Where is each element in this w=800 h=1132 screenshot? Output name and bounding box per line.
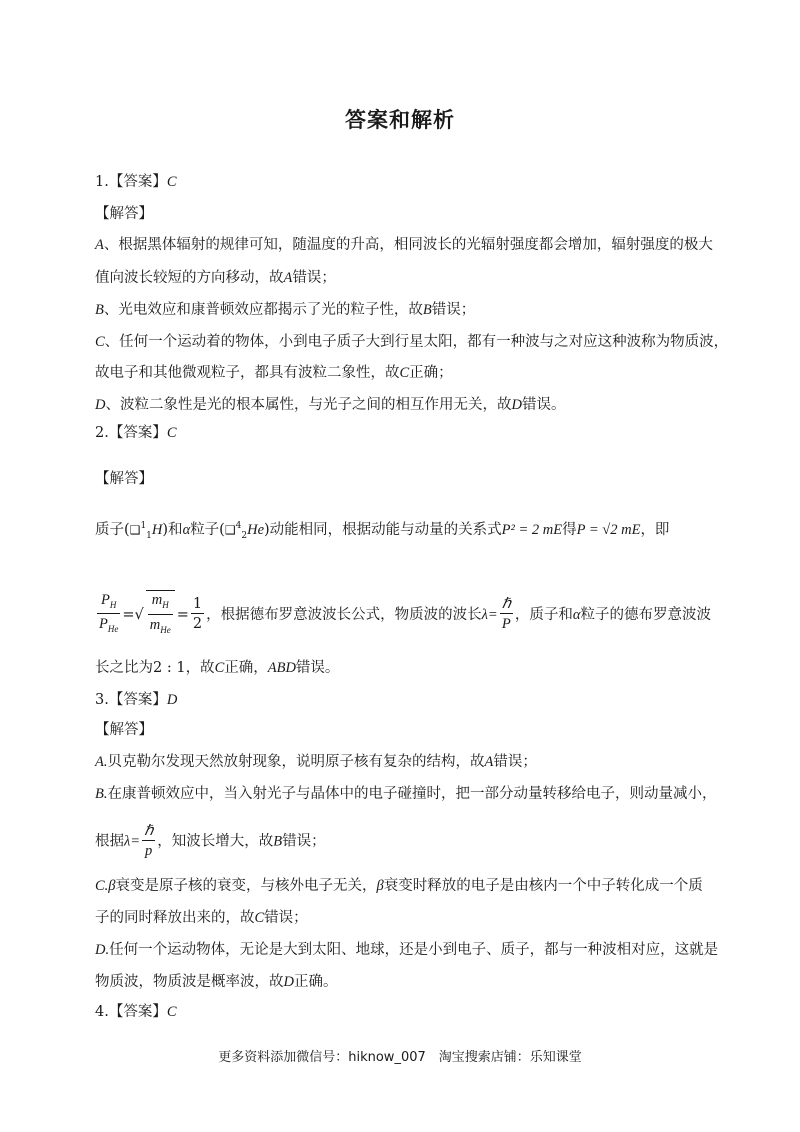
- q3-b2-pre: 根据: [95, 833, 124, 850]
- q2-half-fraction: [191, 595, 204, 634]
- q3-c-text2-pre: 子的同时释放出来的，故: [95, 910, 255, 926]
- q3-option-b-line2: [95, 822, 326, 861]
- q2-proton-h: H: [151, 522, 163, 538]
- q1-a-text2-mid: A: [283, 270, 293, 286]
- q1-explain-label: 【解答】: [95, 206, 153, 222]
- q3-option-c-line2: [95, 906, 308, 927]
- q2-line3-e: ABD: [267, 660, 296, 676]
- q2-text-e: 得: [562, 522, 577, 538]
- q2-proton-sup: 1: [140, 521, 147, 532]
- q2-he: He: [247, 522, 265, 538]
- q3-c-text2-mid: C: [254, 910, 265, 926]
- q2-text-c: 粒子(: [190, 522, 225, 538]
- q1-d-text-mid: D: [511, 397, 522, 413]
- q2-mass-den-sub: He: [160, 624, 171, 635]
- q1-b-text-mid: B: [422, 302, 432, 318]
- q2-text-a: 质子(: [95, 522, 130, 538]
- q2-frac-num: [97, 591, 120, 615]
- q2-half-den: 2: [192, 616, 203, 633]
- q3-b2-post: 错误；: [282, 833, 326, 850]
- q3-hbar-fraction: [142, 822, 155, 861]
- q3-explain-label: 【解答】: [95, 722, 153, 738]
- q1-c-letter: C: [95, 334, 105, 350]
- q4-answer: [95, 1000, 177, 1021]
- q3-c-text1: 衰变是原子核的衰变，与核外电子无关，: [115, 878, 377, 894]
- q2-mass-num-m: m: [151, 592, 163, 608]
- q2-eq1: =: [122, 606, 135, 623]
- q3-c-text2-post: 错误；: [264, 910, 308, 926]
- q2-text-f: ，即: [640, 522, 670, 538]
- q1-a-text1: 、根据黑体辐射的规律可知，随温度的升高，相同波长的光辐射强度都会增加，辐射强度的极大: [103, 237, 713, 253]
- q3-c-beta: β: [108, 878, 116, 894]
- helium-placeholder-icon: ❑: [224, 523, 236, 537]
- q2-line3-a: 长之比为: [95, 660, 153, 676]
- q2-half-num: 1: [192, 596, 203, 613]
- q1-option-d: [95, 393, 565, 414]
- q3-c-text1b: 衰变时释放的电子是由核内一个中子转化成一个质: [383, 878, 703, 894]
- q1-option-a-line2: [95, 266, 336, 287]
- q2-he-sup: 4: [235, 521, 242, 532]
- q3-b2-mid: B: [273, 833, 283, 850]
- q2-frac-den: [97, 614, 120, 639]
- q2-answer-value: C: [166, 425, 177, 441]
- q1-answer: [95, 170, 177, 191]
- sqrt-icon: √: [134, 606, 144, 623]
- q2-proton-sub: 1: [146, 530, 152, 541]
- q1-d-text-post: 错误。: [521, 397, 566, 413]
- q2-line2-text-c: 粒子的德布罗意波波: [580, 606, 712, 623]
- q2-formula2-p: P =: [576, 522, 603, 538]
- q2-text-b: )和: [162, 522, 183, 538]
- q3-d-letter: D.: [95, 942, 110, 958]
- q2-ratio-fraction: [97, 591, 120, 640]
- q3-answer-value: D: [166, 692, 178, 708]
- q2-ratio: 2 : 1: [153, 660, 186, 676]
- q3-option-d-line2: [95, 970, 337, 991]
- q2-formula2-root: √2 mE: [602, 522, 641, 538]
- q1-a-text2-pre: 值向波长较短的方向移动，故: [95, 270, 284, 286]
- q2-line3-b: ，故: [185, 660, 215, 676]
- q2-explain-label: 【解答】: [95, 471, 153, 487]
- q2-line2-text-a: ，根据德布罗意波波长公式，物质波的波长: [206, 606, 482, 623]
- q1-c-text2-mid: C: [399, 365, 410, 381]
- q2-formula1: P² = 2 mE: [501, 522, 563, 538]
- q2-mass-den-m: m: [149, 616, 161, 633]
- q2-alpha: α: [182, 522, 191, 538]
- q2-line3-d: 正确，: [224, 660, 268, 676]
- q3-a-letter: A.: [95, 754, 108, 770]
- q2-hbar-fraction: [500, 595, 513, 634]
- q3-a-text-post: 错误；: [493, 754, 537, 770]
- q2-frac-num-sub: H: [109, 599, 117, 610]
- q3-lambda-eq: λ=: [124, 833, 141, 850]
- q1-b-text-post: 错误；: [431, 302, 476, 318]
- q2-line3-f: 错误。: [295, 660, 340, 676]
- q1-answer-label: 1.【答案】: [95, 174, 167, 190]
- q3-p: p: [145, 843, 153, 859]
- q2-frac-den-p: P: [99, 616, 108, 633]
- q2-eq2: =: [176, 606, 189, 623]
- q3-option-b: [95, 782, 716, 803]
- q2-mass-num-sub: H: [162, 599, 169, 610]
- q3-d-text1: 任何一个运动物体，无论是大到太阳、地球，还是小到电子、质子，都与一种波相对应，这就是: [109, 942, 719, 958]
- q1-answer-value: C: [166, 174, 177, 190]
- q2-lambda-eq: λ=: [481, 606, 498, 623]
- q3-a-text-mid: A: [484, 754, 494, 770]
- q3-a-text-pre: 贝克勒尔发现天然放射现象，说明原子核有复杂的结构，故: [107, 754, 485, 770]
- q3-answer: [95, 688, 177, 709]
- q3-d-text2-mid: D: [283, 974, 294, 990]
- q2-answer-label: 2.【答案】: [95, 425, 167, 441]
- q1-d-letter: D: [95, 397, 106, 413]
- page-footer: 更多资料添加微信号：hiknow_007 淘宝搜索店铺：乐知课堂: [218, 1050, 582, 1065]
- q2-p: P: [501, 616, 511, 633]
- q1-c-text2-pre: 故电子和其他微观粒子，都具有波粒二象性，故: [95, 365, 400, 381]
- q2-line3-c: C: [214, 660, 225, 676]
- q2-answer: [95, 421, 177, 442]
- q2-line2-text-b: ，质子和: [514, 606, 573, 623]
- q3-hbar: ℏ: [144, 823, 154, 839]
- q2-line3: [95, 656, 339, 677]
- q3-d-text2-post: 正确。: [293, 974, 338, 990]
- q3-d-text2-pre: 物质波，物质波是概率波，故: [95, 974, 284, 990]
- q1-option-a-line1: [95, 233, 713, 254]
- q2-hbar: ℏ: [501, 596, 511, 613]
- q1-c-text2-post: 正确；: [409, 365, 453, 381]
- q2-line2-alpha: α: [572, 606, 581, 623]
- q3-b-text: 在康普顿效应中，当入射光子与晶体中的电子碰撞时，把一部分动量转移给电子，则动量减小，: [107, 786, 717, 802]
- q2-mass-den: [148, 615, 173, 640]
- q3-option-d-line1: [95, 938, 718, 959]
- q2-line2: [95, 590, 711, 640]
- q3-option-a: [95, 750, 537, 771]
- q2-mass-num: [148, 591, 173, 615]
- q3-c-letter: C.: [95, 878, 109, 894]
- q1-a-letter: A: [95, 237, 104, 253]
- q2-frac-num-p: P: [101, 591, 110, 608]
- q2-line1: [95, 518, 669, 541]
- q3-c-beta2: β: [376, 878, 384, 894]
- q4-answer-label: 4.【答案】: [95, 1004, 167, 1020]
- q1-c-text1: 、任何一个运动着的物体，小到电子质子大到行星太阳，都有一种波与之对应这种波称为物质波，: [104, 334, 729, 350]
- q1-option-b: [95, 298, 475, 319]
- q2-text-d: )动能相同，根据动能与动量的关系式: [264, 522, 502, 538]
- q1-b-letter: B: [95, 302, 104, 318]
- q1-option-c-line1: [95, 330, 728, 351]
- q4-answer-value: C: [166, 1004, 177, 1020]
- q1-a-text2-post: 错误；: [292, 270, 336, 286]
- proton-placeholder-icon: ❑: [129, 523, 141, 537]
- q3-b2-post-pre: ，知波长增大，故: [157, 833, 274, 850]
- page-title: 答案和解析: [345, 108, 455, 132]
- q3-b-letter: B.: [95, 786, 108, 802]
- q3-answer-label: 3.【答案】: [95, 692, 167, 708]
- q1-b-text-pre: 、光电效应和康普顿效应都揭示了光的粒子性，故: [103, 302, 423, 318]
- q2-frac-den-sub: He: [107, 624, 119, 635]
- q2-he-sub: 2: [241, 530, 248, 541]
- q2-mass-fraction: [146, 590, 175, 640]
- q1-d-text-pre: 、波粒二象性是光的根本属性，与光子之间的相互作用无关，故: [105, 397, 512, 413]
- q3-option-c-line1: [95, 874, 703, 895]
- q1-option-c-line2: [95, 361, 453, 382]
